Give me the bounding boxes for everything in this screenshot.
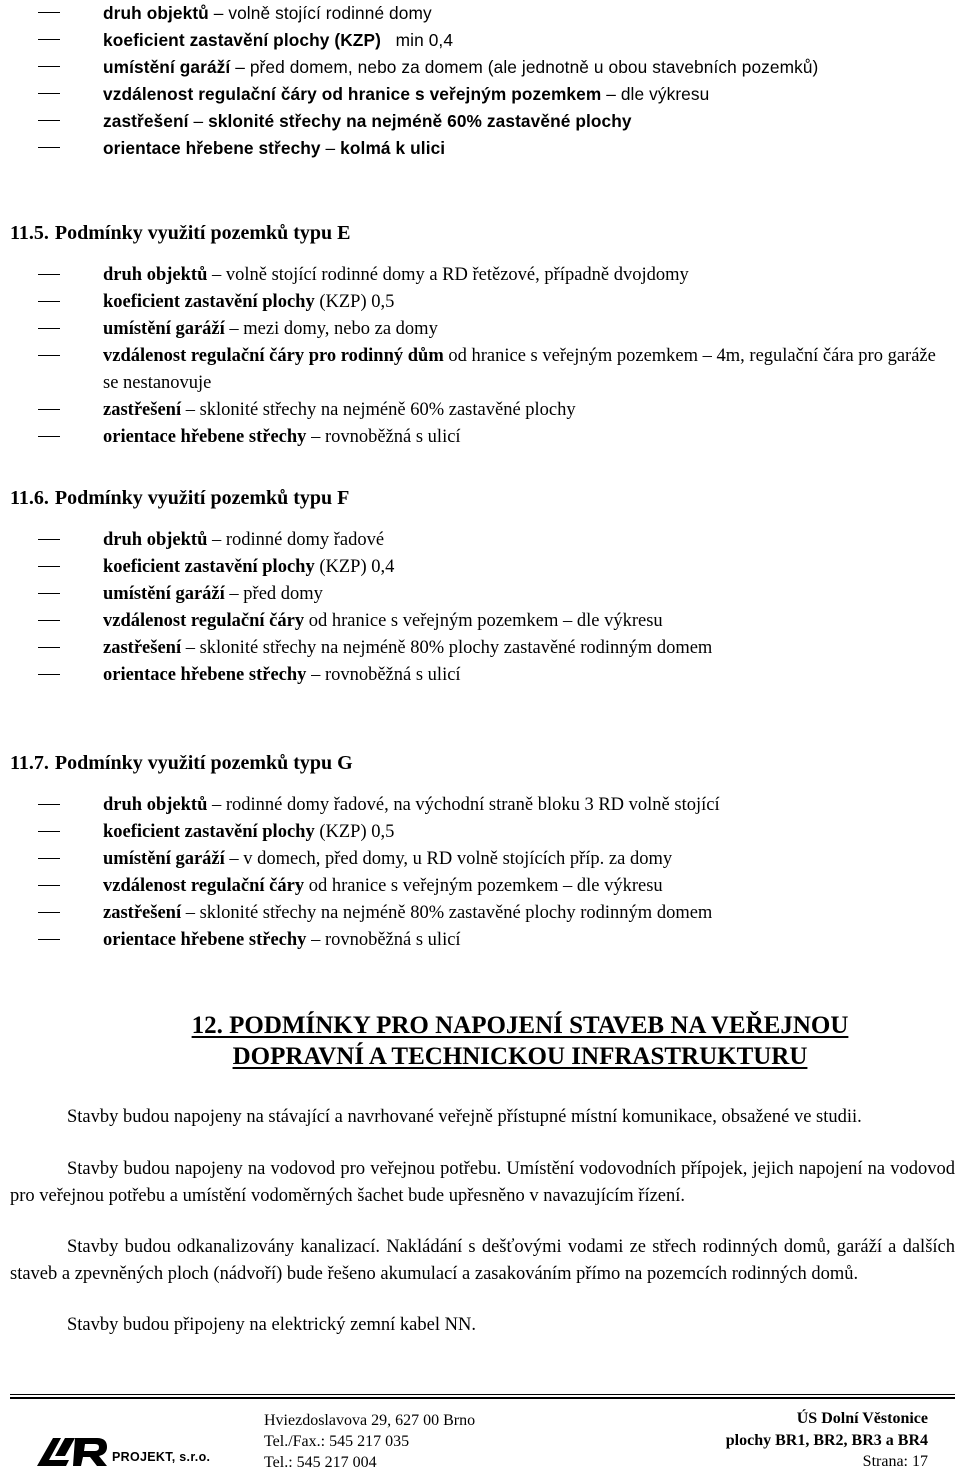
list-item: zastřešení – sklonité střechy na nejméně 60% zastavěné plochy (0, 397, 960, 424)
dash-bullet (38, 674, 60, 675)
chapter-12-heading (0, 1010, 960, 1072)
list-item: vzdálenost regulační čáry od hranice s veřejným pozemkem – dle výkresu (0, 608, 960, 635)
dash-bullet (38, 804, 60, 805)
page-indicator: Strana: 17 (862, 1453, 928, 1470)
list-item: druh objektů – rodinné domy řadové, na východní straně bloku 3 RD volně stojící (0, 792, 960, 819)
list-item: umístění garáží – před domy (0, 581, 960, 608)
dash-bullet (38, 912, 60, 913)
dash-bullet (38, 539, 60, 540)
list-item: orientace hřebene střechy – rovnoběžná s ulicí (0, 424, 960, 451)
section-f-heading: 11.6. Podmínky využití pozemků typu F (10, 487, 350, 509)
dash-bullet (38, 593, 60, 594)
list-item: umístění garáží – v domech, před domy, u RD volně stojících příp. za domy (0, 846, 960, 873)
dash-bullet (38, 12, 60, 13)
dash-bullet (38, 858, 60, 859)
section-e-list (0, 262, 960, 451)
list-item: umístění garáží – před domem, nebo za domem (ale jednotně u obou stavebních pozemků) (0, 54, 960, 81)
dash-bullet (38, 831, 60, 832)
list-item: vzdálenost regulační čáry pro rodinný dům od hranice s veřejným pozemkem – 4m, regulační čára pro garáže se nestanovuje (0, 343, 960, 397)
address-line: Hviezdoslavova 29, 627 00 Brno (264, 1412, 476, 1429)
list-item: koeficient zastavění plochy (KZP) min 0,4 (0, 27, 960, 54)
list-item: orientace hřebene střechy – rovnoběžná s ulicí (0, 662, 960, 689)
dash-bullet (38, 274, 60, 275)
chapter-heading-line-2: DOPRAVNÍ A TECHNICKOU INFRASTRUKTURU (232, 1043, 808, 1070)
list-item: koeficient zastavění plochy (KZP) 0,5 (0, 819, 960, 846)
list-item: vzdálenost regulační čáry od hranice s veřejným pozemkem – dle výkresu (0, 81, 960, 108)
dash-bullet (38, 939, 60, 940)
section-g-heading: 11.7. Podmínky využití pozemků typu G (10, 752, 353, 774)
section-f-list (0, 527, 960, 689)
dash-bullet (38, 39, 60, 40)
footer-address (264, 1410, 475, 1473)
section-d-list (0, 0, 960, 162)
dash-bullet (38, 328, 60, 329)
list-item: koeficient zastavění plochy (KZP) 0,4 (0, 554, 960, 581)
page-number: 17 (912, 1453, 928, 1470)
list-item: koeficient zastavění plochy (KZP) 0,5 (0, 289, 960, 316)
dash-bullet (38, 566, 60, 567)
plots-line: plochy BR1, BR2, BR3 a BR4 (725, 1431, 928, 1449)
list-item: orientace hřebene střechy – kolmá k ulici (0, 135, 960, 162)
list-item: vzdálenost regulační čáry od hranice s veřejným pozemkem – dle výkresu (0, 873, 960, 900)
dash-bullet (38, 120, 60, 121)
dash-bullet (38, 66, 60, 67)
paragraph: Stavby budou napojeny na vodovod pro veřejnou potřebu. Umístění vodovodních přípojek, jejich napojení na vodovod pro veřejnou potřebu a umístění vodoměrných šachet bude upřesněno v navazujícím řízení. (10, 1159, 955, 1206)
dash-bullet (38, 409, 60, 410)
dash-bullet (38, 647, 60, 648)
list-item: zastřešení – sklonité střechy na nejméně 60% zastavěné plochy (0, 108, 960, 135)
list-item: umístění garáží – mezi domy, nebo za domy (0, 316, 960, 343)
telfax-line: Tel./Fax.: 545 217 035 (264, 1433, 410, 1450)
dash-bullet (38, 885, 60, 886)
dash-bullet (38, 301, 60, 302)
list-item: zastřešení – sklonité střechy na nejméně 80% plochy zastavěné rodinným domem (0, 635, 960, 662)
dash-bullet (38, 93, 60, 94)
paragraph: Stavby budou odkanalizovány kanalizací. Nakládání s dešťovými vodami ze střech rodinných domů, garáží a dalších staveb a zpevněných ploch (nádvoří) bude řešeno akumulací a zasakováním přímo na pozemcích rodinných domů. (10, 1237, 955, 1284)
section-e-heading: 11.5. Podmínky využití pozemků typu E (10, 222, 351, 244)
dash-bullet (38, 436, 60, 437)
list-item: druh objektů – rodinné domy řadové (0, 527, 960, 554)
logo-text: PROJEKT, s.r.o. (112, 1450, 211, 1464)
dash-bullet (38, 147, 60, 148)
section-g-list (0, 792, 960, 954)
paragraph: Stavby budou připojeny na elektrický zemní kabel NN. (67, 1315, 476, 1335)
dash-bullet (38, 620, 60, 621)
list-item: druh objektů – volně stojící rodinné domy (0, 0, 960, 27)
tel-line: Tel.: 545 217 004 (264, 1454, 377, 1471)
chapter-heading-line-1: 12. PODMÍNKY PRO NAPOJENÍ STAVEB NA VEŘEJNOU (191, 1012, 849, 1039)
project-name: ÚS Dolní Věstonice (796, 1410, 928, 1427)
list-item: orientace hřebene střechy – rovnoběžná s ulicí (0, 927, 960, 954)
list-item: zastřešení – sklonité střechy na nejméně 80% zastavěné plochy rodinným domem (0, 900, 960, 927)
list-item: druh objektů – volně stojící rodinné domy a RD řetězové, případně dvojdomy (0, 262, 960, 289)
paragraph: Stavby budou napojeny na stávající a navrhované veřejně přístupné místní komunikace, obsažené ve studii. (67, 1107, 862, 1127)
dash-bullet (38, 355, 60, 356)
footer-project-info (726, 1408, 928, 1473)
